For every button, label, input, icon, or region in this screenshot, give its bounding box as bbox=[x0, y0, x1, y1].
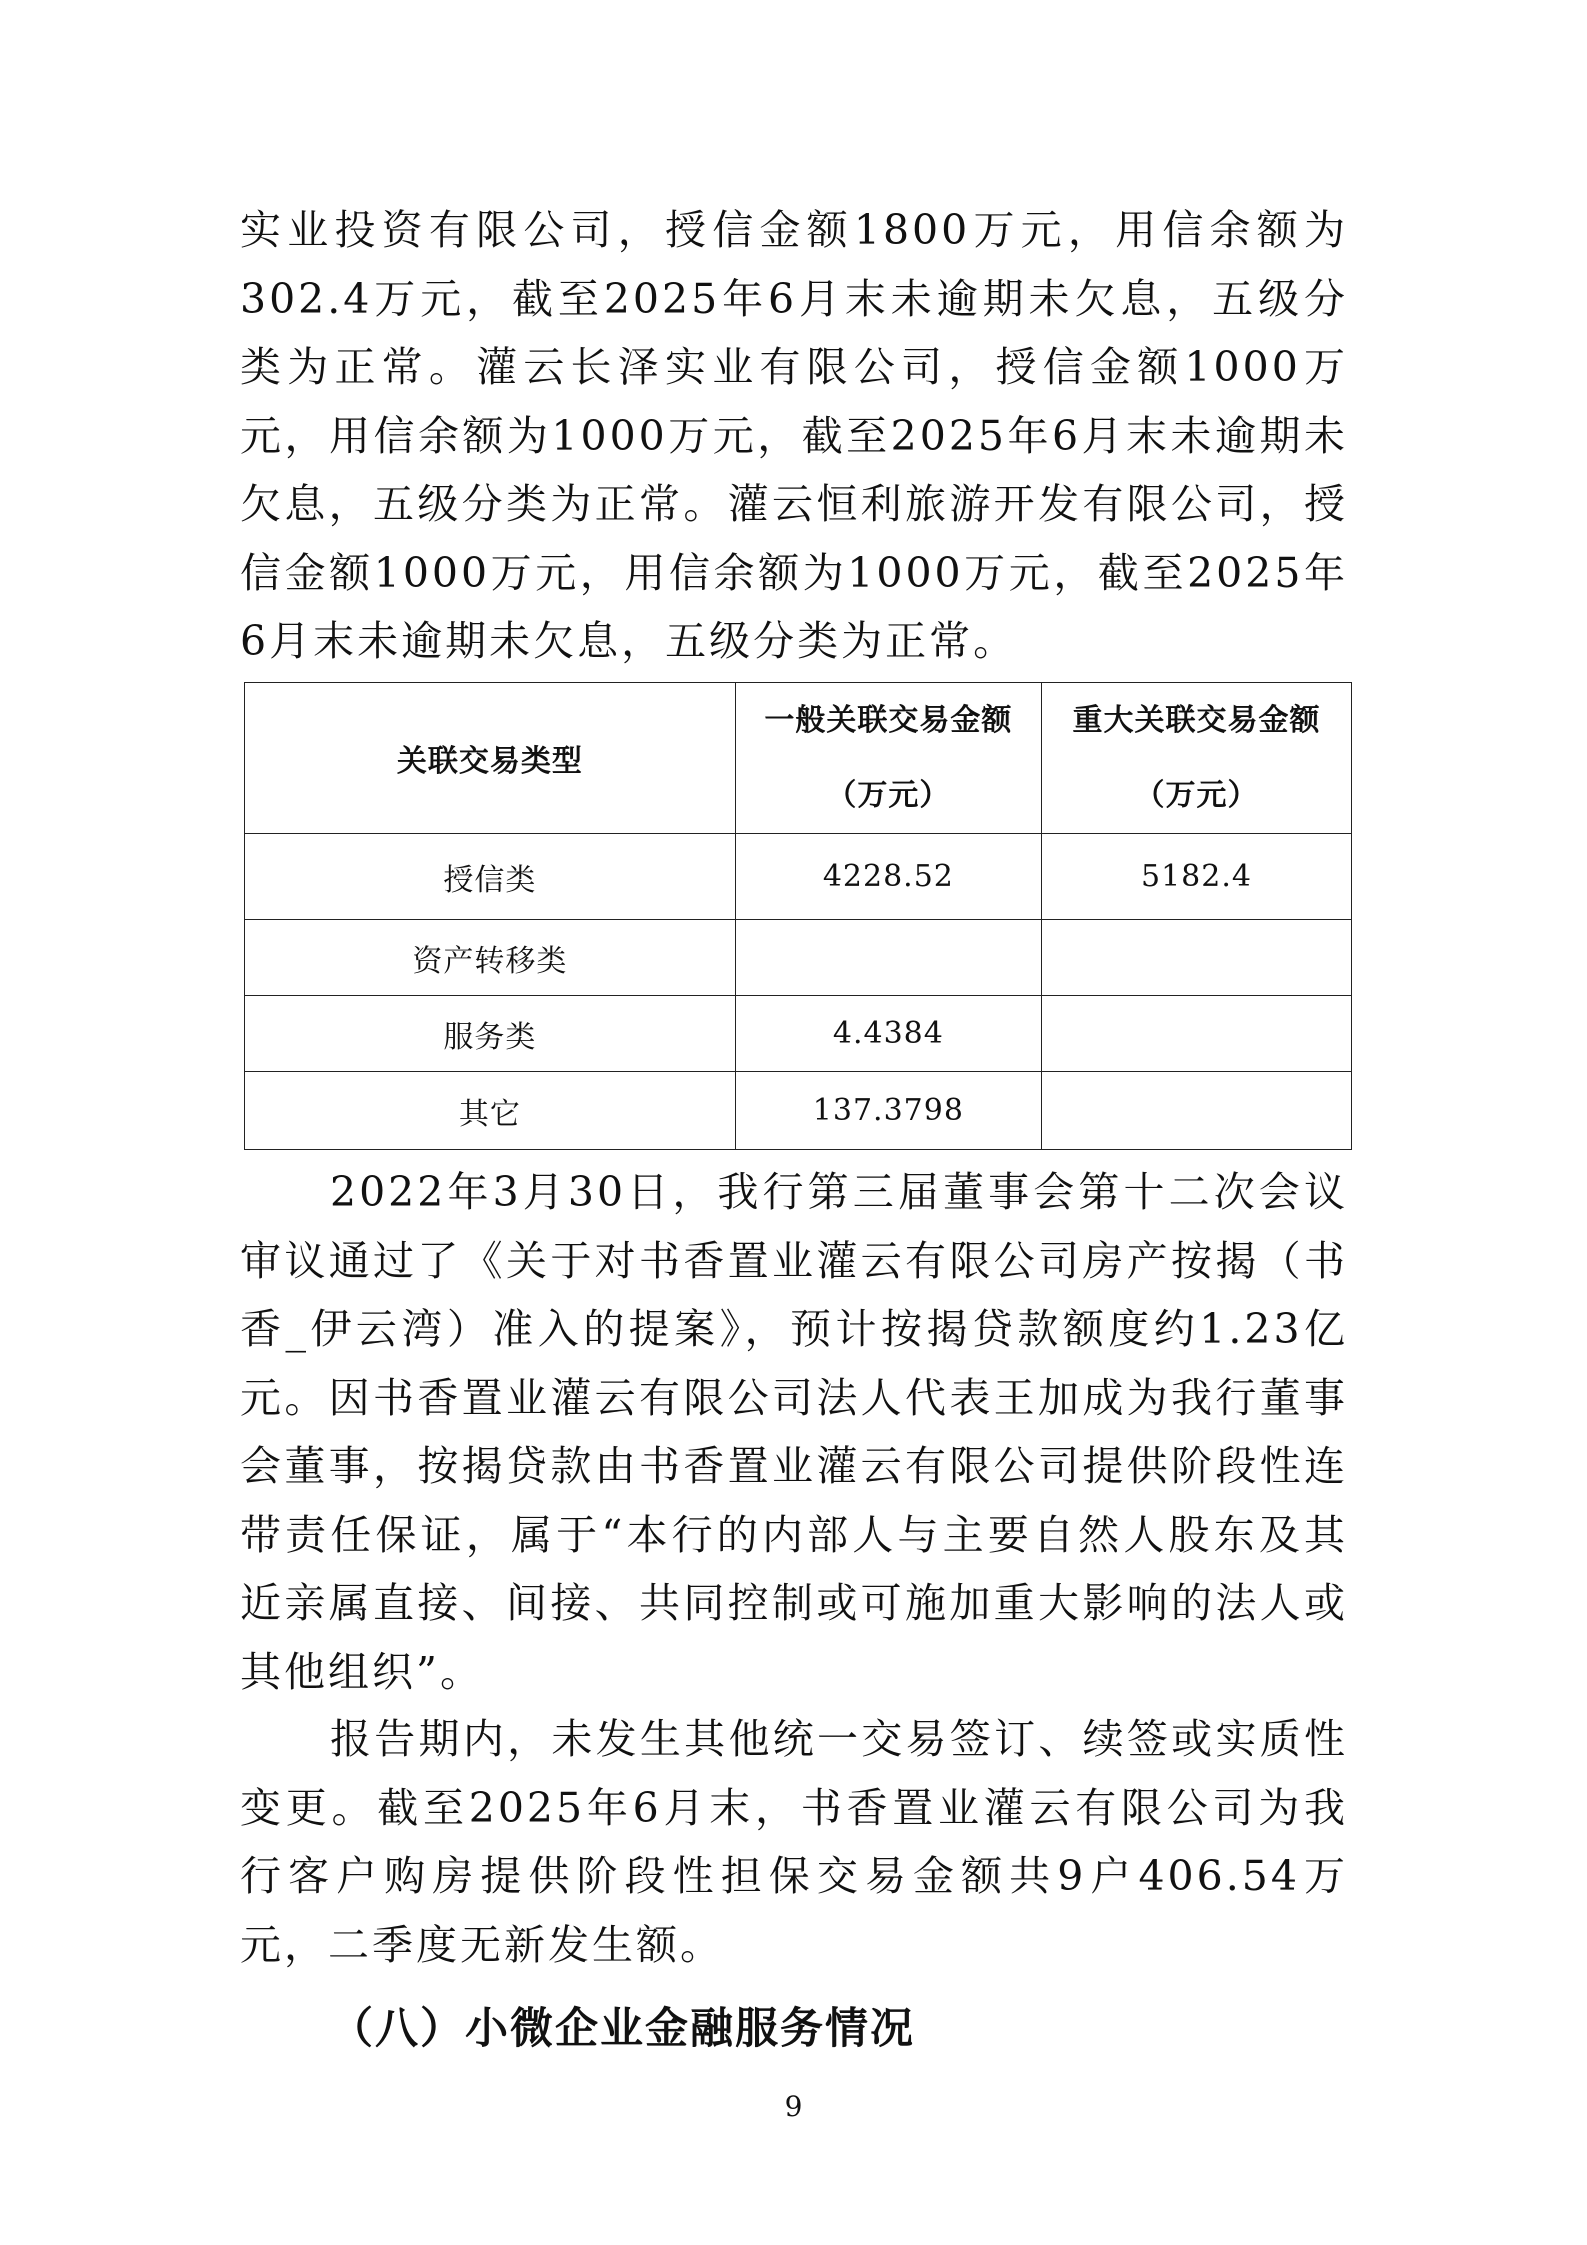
paragraph-mortgage-proposal: 2022年3月30日，我行第三届董事会第十二次会议审议通过了《关于对书香置业灌云有限公司房产按揭（书香_伊云湾）准入的提案》，预计按揭贷款额度约1.23亿元。因书香置业灌云有限公司法人代表王加成为我行董事会董事，按揭贷款由书香置业灌云有限公司提供阶段性连带责任保证，属于“本行的内部人与主要自然人股东及其近亲属直接、间接、共同控制或可施加重大影响的法人或其他组织”。 bbox=[240, 1168, 1348, 1696]
header-major-amount bbox=[1041, 683, 1351, 834]
header-major-amount-unit: （万元） bbox=[1134, 778, 1259, 813]
cell-major bbox=[1041, 996, 1351, 1072]
related-transaction-table bbox=[244, 682, 1352, 1150]
cell-general: 4.4384 bbox=[735, 996, 1041, 1072]
cell-general bbox=[735, 920, 1041, 996]
table-row bbox=[245, 996, 1352, 1072]
table-row bbox=[245, 834, 1352, 920]
paragraph-guarantee-summary: 报告期内，未发生其他统一交易签订、续签或实质性变更。截至2025年6月末，书香置业灌云有限公司为我行客户购房提供阶段性担保交易金额共9户406.54万元，二季度无新发生额。 bbox=[240, 1715, 1348, 1969]
header-transaction-type: 关联交易类型 bbox=[245, 683, 736, 834]
header-general-amount-label: 一般关联交易金额 bbox=[764, 703, 1013, 738]
header-general-amount bbox=[735, 683, 1041, 834]
cell-general: 4228.52 bbox=[735, 834, 1041, 920]
section-heading: （八）小微企业金融服务情况 bbox=[330, 2004, 915, 2054]
cell-major bbox=[1041, 920, 1351, 996]
cell-type: 服务类 bbox=[245, 996, 736, 1072]
cell-major bbox=[1041, 1072, 1351, 1150]
cell-type: 授信类 bbox=[245, 834, 736, 920]
page-number: 9 bbox=[784, 2090, 803, 2123]
paragraph-credit-details: 实业投资有限公司，授信金额1800万元，用信余额为302.4万元，截至2025年6月末未逾期未欠息，五级分类为正常。灌云长泽实业有限公司，授信金额1000万元，用信余额为1000万元，截至2025年6月末未逾期未欠息，五级分类为正常。灌云恒利旅游开发有限公司，授信金额1000万元，用信余额为1000万元，截至2025年6月末未逾期未欠息，五级分类为正常。 bbox=[240, 206, 1348, 665]
header-general-amount-unit: （万元） bbox=[826, 778, 951, 813]
cell-type: 资产转移类 bbox=[245, 920, 736, 996]
cell-general: 137.3798 bbox=[735, 1072, 1041, 1150]
table-row bbox=[245, 1072, 1352, 1150]
table-row bbox=[245, 920, 1352, 996]
cell-type: 其它 bbox=[245, 1072, 736, 1150]
header-major-amount-label: 重大关联交易金额 bbox=[1072, 703, 1321, 738]
table-header-row bbox=[245, 683, 1352, 834]
cell-major: 5182.4 bbox=[1041, 834, 1351, 920]
